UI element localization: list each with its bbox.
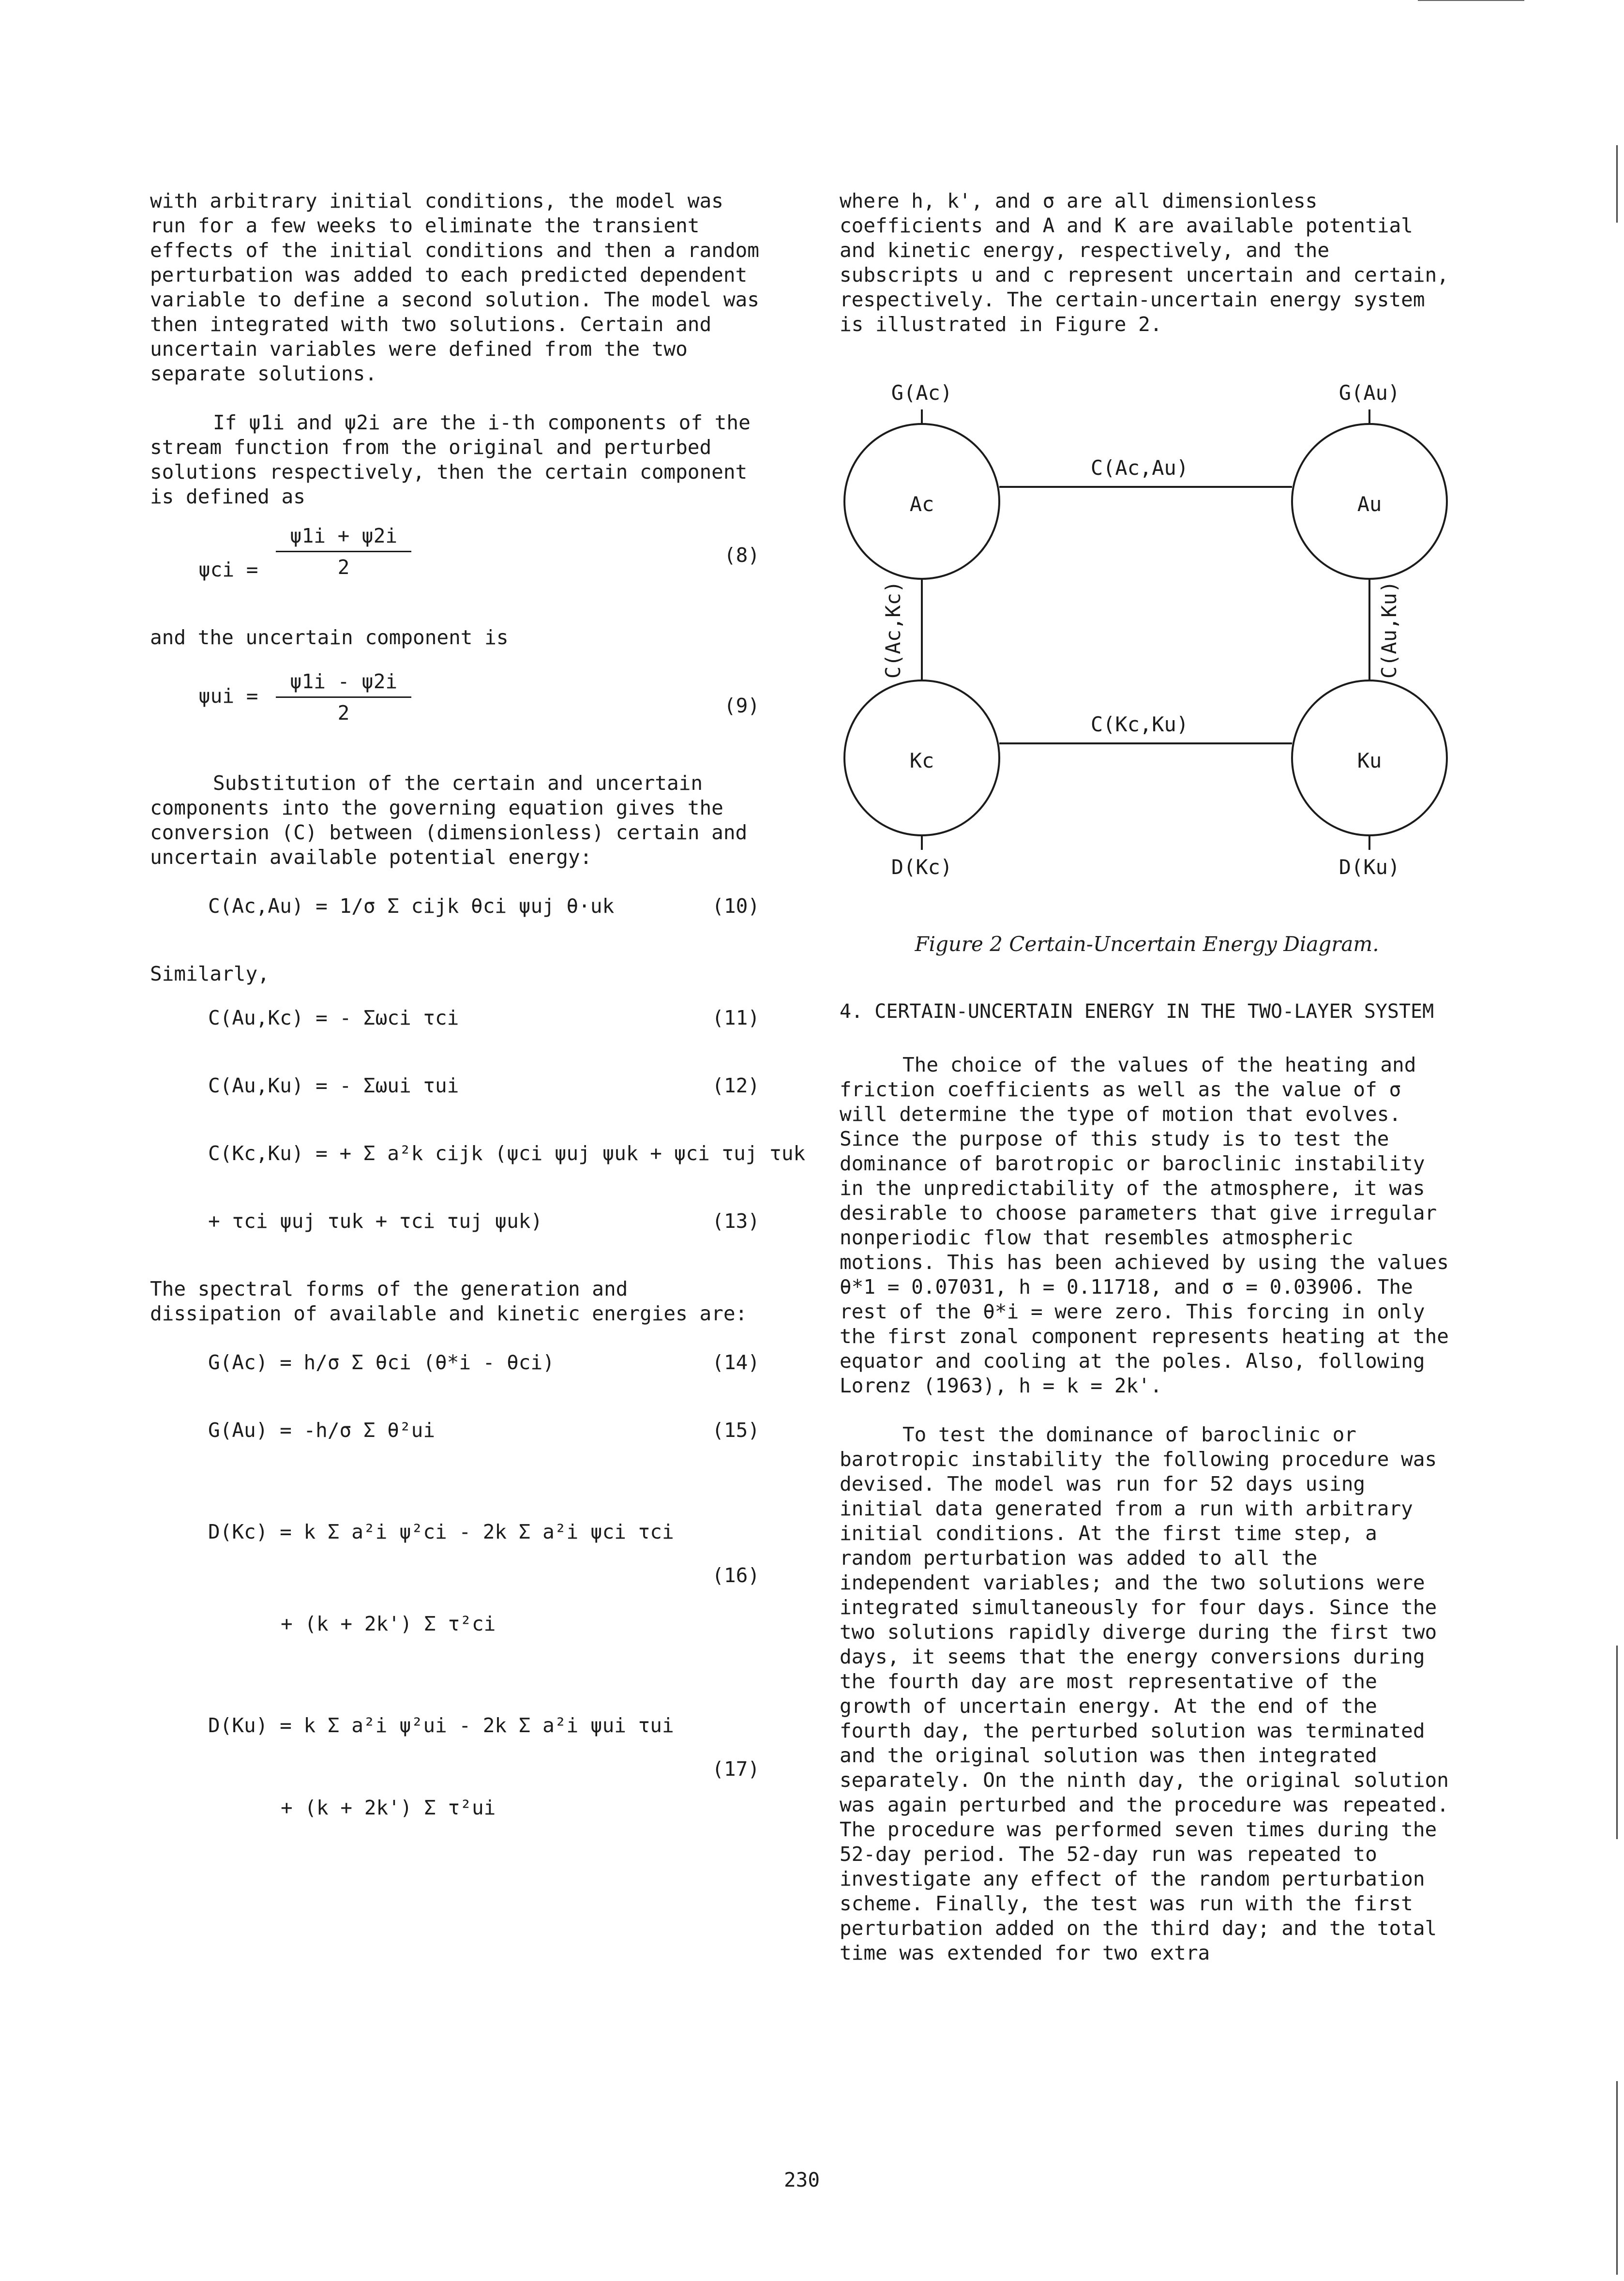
figure-caption: Figure 2 Certain-Uncertain Energy Diagram. [915, 932, 1379, 956]
equation-16-number: (16) [712, 1564, 760, 1587]
label-d-ku: D(Ku) [1338, 855, 1400, 879]
equation-17-cont: + (k + 2k') Σ τ²ui [281, 1796, 496, 1819]
equation-16-cont: + (k + 2k') Σ τ²ci [281, 1612, 496, 1635]
left-column [150, 189, 806, 1863]
equation-16: D(Kc) = k Σ a²i ψ²ci - 2k Σ a²i ψci τci [208, 1520, 674, 1543]
paragraph: The choice of the values of the heating and friction coefficients as well as the value of σ will determine the type of motion that evolves. Since the purpose of this study is to test the dominance of barotropic or baroclinic instability in the unpredictability of the atmosphere, it was desirable to choose parameters that give irregular nonperiodic flow that resembles atmospheric motions. This has been achieved by using the values θ*1 = 0.07031, h = 0.11718, and σ = 0.03906. The rest of the θ*i = were zero. This forcing in only the first zonal component represents heating at the equator and cooling at the poles. Also, following Lorenz (1963), h = k = 2k'. [840, 1053, 1449, 1397]
equation-12: C(Au,Ku) = - Σωui τui (12) [208, 1074, 760, 1097]
label-g-ac: G(Ac) [891, 381, 953, 405]
text-line: Similarly, [150, 962, 270, 985]
equation-15: G(Au) = -h/σ Σ θ²ui (15) [208, 1419, 760, 1442]
paragraph: Substitution of the certain and uncertain components into the governing equation gives the conversion (C) between (dimensionless) certain and uncertain available potential energy: [150, 771, 748, 869]
equation-17-number: (17) [712, 1757, 760, 1781]
top-rule [1418, 0, 1524, 1]
page-number: 230 [784, 2168, 820, 2191]
energy-diagram [840, 366, 1454, 927]
equation-8: ψci = ψ1i + ψ2i 2 (8) [198, 524, 760, 581]
label-ku: Ku [1357, 749, 1382, 772]
label-d-kc: D(Kc) [891, 855, 953, 879]
equation-13-cont: + τci ψuj τuk + τci τuj ψuk) (13) [208, 1209, 760, 1233]
label-c-au-ku: C(Au,Ku) [1377, 580, 1401, 679]
edge-mark [1616, 145, 1618, 223]
paragraph: with arbitrary initial conditions, the model was run for a few weeks to eliminate the transient effects of the initial conditions and then a random perturbation was added to each predicted dependent variable to define a second solution. The model was then integrated with two solutions. Certain and uncertain variables were defined from the two separate solutions. [150, 189, 759, 385]
label-au: Au [1357, 492, 1382, 516]
equation-11: C(Au,Kc) = - Σωci τci (11) [208, 1006, 760, 1029]
label-ac: Ac [909, 492, 934, 516]
label-c-ac-au: C(Ac,Au) [1090, 456, 1189, 480]
paragraph: If ψ1i and ψ2i are the i-th components of the stream function from the original and perturbed solutions respectively, then the certain component is defined as [150, 411, 751, 508]
text-line: and the uncertain component is [150, 626, 509, 649]
paragraph: The spectral forms of the generation and dissipation of available and kinetic energies are: [150, 1277, 748, 1325]
paragraph: where h, k', and σ are all dimensionless coefficients and A and K are available potential and kinetic energy, respectively, and the subscripts u and c represent uncertain and certain, respectively. The certain-uncertain energy system is illustrated in Figure 2. [840, 189, 1449, 336]
section-heading: 4. CERTAIN-UNCERTAIN ENERGY IN THE TWO-LAYER SYSTEM [840, 1000, 1434, 1023]
right-column [840, 189, 1454, 1990]
label-g-au: G(Au) [1338, 381, 1400, 405]
equation-14: G(Ac) = h/σ Σ θci (θ*i - θci) (14) [208, 1351, 760, 1374]
label-c-kc-ku: C(Kc,Ku) [1090, 712, 1189, 736]
equation-9: ψui = ψ1i - ψ2i 2 (9) [198, 670, 760, 725]
edge-mark [1616, 1646, 1618, 1839]
equation-10: C(Ac,Au) = 1/σ Σ cijk θci ψuj θ·uk (10) [208, 894, 760, 918]
equation-13: C(Kc,Ku) = + Σ a²k cijk (ψci ψuj ψuk + ψci τuj τuk [208, 1142, 806, 1165]
edge-mark [1616, 2081, 1618, 2275]
label-c-ac-kc: C(Ac,Kc) [881, 580, 905, 679]
label-kc: Kc [909, 749, 934, 772]
paragraph: To test the dominance of baroclinic or barotropic instability the following procedure was devised. The model was run for 52 days using initial data generated from a run with arbitrary initial conditions. At the first time step, a random perturbation was added to all the independent variables; and the two solutions were integrated simultaneously for four days. Since the two solutions rapidly diverge during the first two days, it seems that the energy conversions during the fourth day are most representative of the growth of uncertain energy. At the end of the fourth day, the perturbed solution was terminated and the original solution was then integrated separately. On the ninth day, the original solution was again perturbed and the procedure was repeated. The procedure was performed seven times during the 52-day period. The 52-day run was repeated to investigate any effect of the random perturbation scheme. Finally, the test was run with the first perturbation added on the third day; and the total time was extended for two extra [840, 1423, 1449, 1964]
equation-17: D(Ku) = k Σ a²i ψ²ui - 2k Σ a²i ψui τui [208, 1714, 674, 1737]
